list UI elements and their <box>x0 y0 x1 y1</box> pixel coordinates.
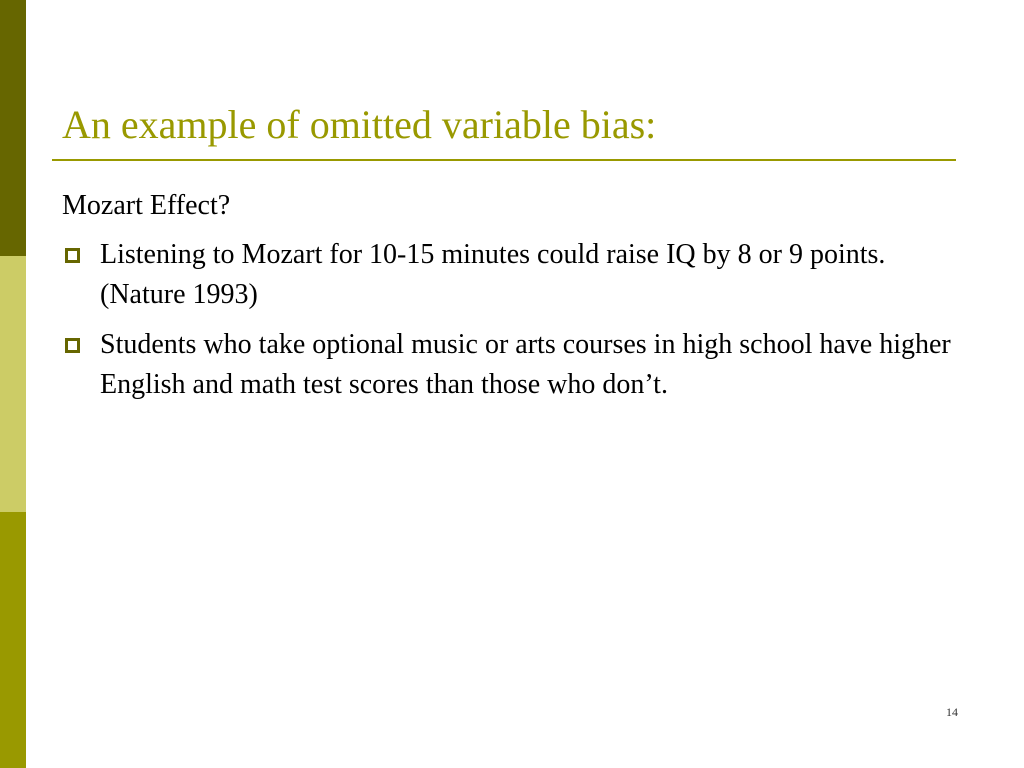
side-band-olive <box>0 512 26 768</box>
slide-title: An example of omitted variable bias: <box>62 102 657 147</box>
bullet-text: Students who take optional music or arts courses in high school have higher English and math test scores than those who don’t. <box>100 329 951 400</box>
title-divider <box>52 159 956 161</box>
bullet-item <box>62 325 962 405</box>
side-band-dark <box>0 0 26 256</box>
intro-text: Mozart Effect? <box>62 190 231 221</box>
bullet-item <box>62 235 962 315</box>
hollow-square-bullet-icon <box>65 338 80 353</box>
side-band-light <box>0 256 26 512</box>
slide-body <box>62 186 962 415</box>
hollow-square-bullet-icon <box>65 248 80 263</box>
bullet-list <box>62 235 962 405</box>
page-number: 14 <box>946 705 958 719</box>
bullet-text: Listening to Mozart for 10-15 minutes could raise IQ by 8 or 9 points. (Nature 1993) <box>100 239 886 310</box>
